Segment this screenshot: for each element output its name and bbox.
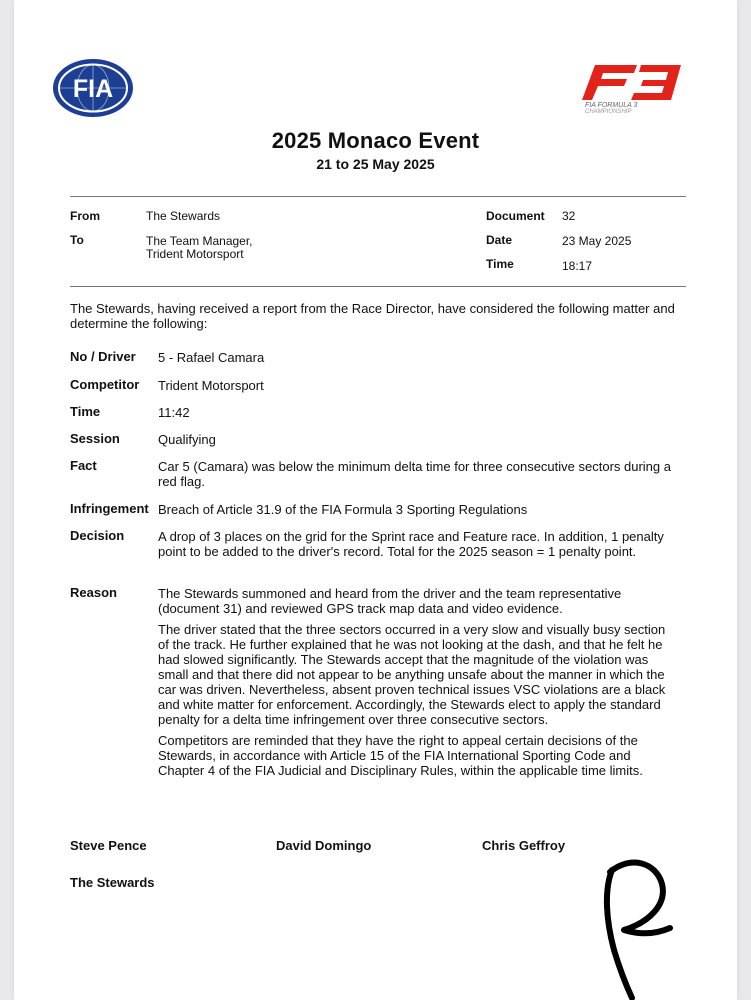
f3-logo-caption-1: FIA FORMULA 3 (585, 102, 638, 109)
from-value: The Stewards (146, 209, 221, 223)
infringement-label: Infringement (70, 501, 149, 516)
f3-logo (567, 62, 682, 114)
event-dates: 21 to 25 May 2025 (316, 156, 435, 172)
reason-text (158, 586, 678, 784)
date-label: Date (486, 233, 513, 247)
session-value: Qualifying (158, 432, 216, 447)
to-value-line1: The Team Manager, (146, 234, 253, 248)
competitor-value: Trident Motorsport (158, 378, 264, 393)
stewards-footer: The Stewards (70, 875, 155, 890)
from-label: From (70, 209, 100, 223)
handwritten-signature (590, 850, 680, 1000)
fia-logo (52, 58, 134, 118)
steward-1: Steve Pence (70, 838, 147, 853)
steward-2: David Domingo (276, 838, 372, 853)
reason-paragraph-3: Competitors are reminded that they have the right to appeal certain decisions of the Stewards, in accordance with Article 15 of the FIA International Sporting Code and Chapter 4 of the FIA Judicial and Disciplinary Rules, within the applicable time limits. (158, 733, 643, 778)
steward-3: Chris Geffroy (482, 838, 566, 853)
f3-logo-text: F3 (567, 62, 569, 63)
reason-label: Reason (70, 585, 117, 600)
reason-paragraph-1: The Stewards summoned and heard from the driver and the team representative (document 31) and reviewed GPS track map data and video evidence. (158, 586, 622, 616)
document-label: Document (486, 209, 545, 223)
session-label: Session (70, 431, 120, 446)
time-field-label: Time (70, 404, 101, 419)
fact-value: Car 5 (Camara) was below the minimum delta time for three consecutive sectors during a red flag. (158, 459, 671, 489)
divider (70, 286, 686, 287)
divider (70, 196, 686, 197)
competitor-label: Competitor (70, 377, 140, 392)
driver-value: 5 - Rafael Camara (158, 350, 265, 365)
date-value: 23 May 2025 (562, 234, 632, 248)
time-field-value: 11:42 (158, 405, 190, 420)
fact-label: Fact (70, 458, 97, 473)
f3-logo-caption-2: CHAMPIONSHIP (585, 109, 632, 114)
to-value-line2: Trident Motorsport (146, 247, 244, 261)
decision-label: Decision (70, 528, 125, 543)
document-value: 32 (562, 209, 576, 223)
infringement-value: Breach of Article 31.9 of the FIA Formula 3 Sporting Regulations (158, 502, 528, 517)
intro-paragraph: The Stewards, having received a report from the Race Director, have considered the following matter and determine the following: (70, 301, 675, 331)
to-label: To (70, 233, 84, 247)
event-title: 2025 Monaco Event (271, 128, 480, 153)
decision-value: A drop of 3 places on the grid for the Sprint race and Feature race. In addition, 1 penalty point to be added to the driver's record. Total for the 2025 season = 1 penalty point. (158, 529, 664, 559)
reason-paragraph-2: The driver stated that the three sectors occurred in a very slow and visually busy section of the track. He further explained that he was not looking at the dash, and that he felt he had slowed significantly. The Stewards accept that the magnitude of the violation was small and that there did not appear to be anything unsafe about the manner in which the car was driven. Nevertheless, absent proven technical issues VSC violations are a black and white matter for enforcement. Accordingly, the Stewards elect to apply the standard penalty for a delta time infringement over three consecutive sectors. (158, 622, 666, 727)
driver-label: No / Driver (70, 349, 136, 364)
time-value: 18:17 (562, 259, 593, 273)
time-label: Time (486, 257, 514, 271)
fia-logo-text: FIA (72, 75, 114, 103)
